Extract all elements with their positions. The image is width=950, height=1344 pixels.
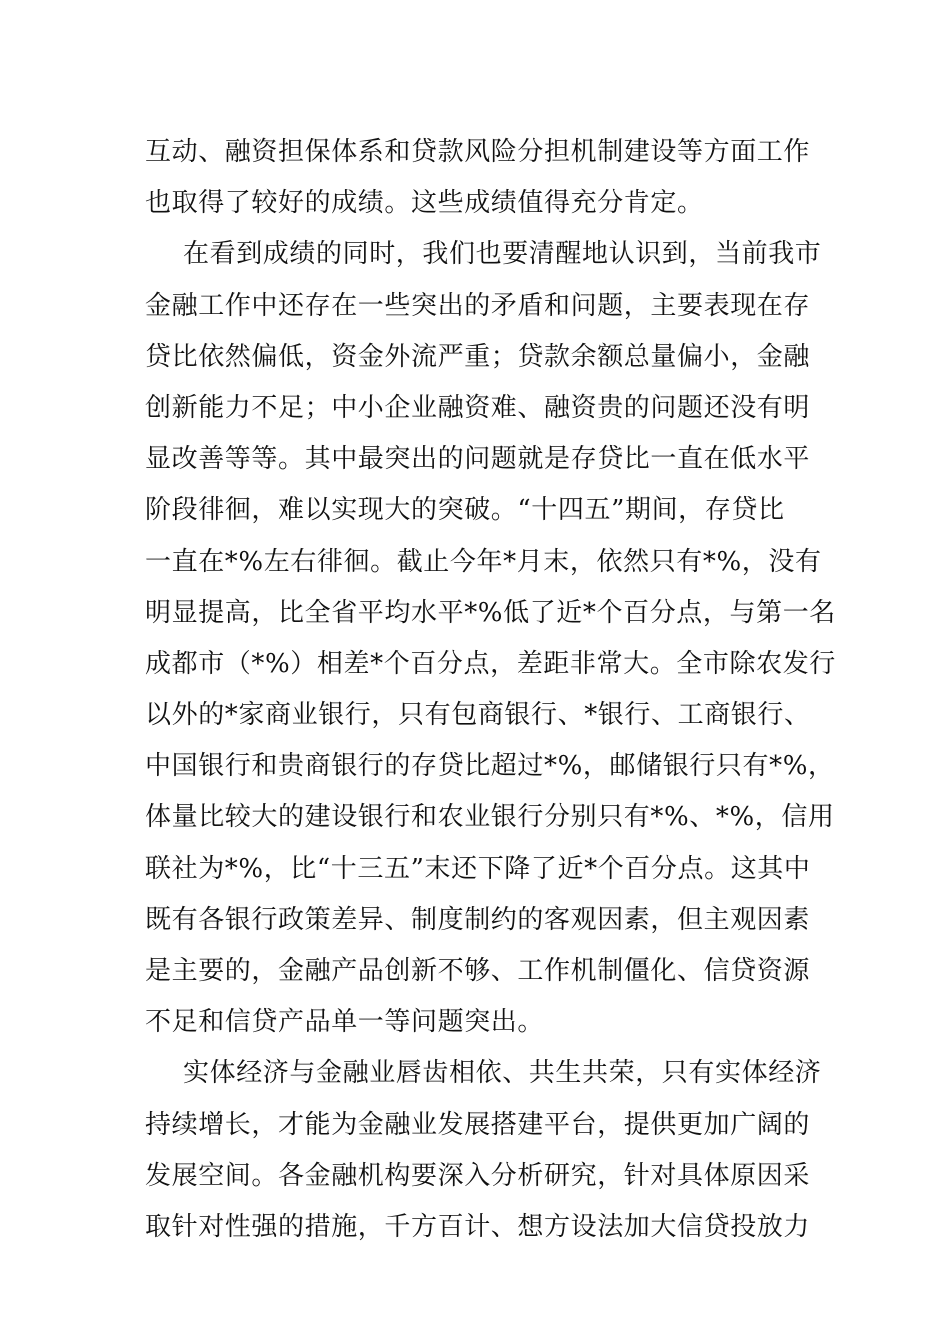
text-line: 以外的*家商业银行，只有包商银行、*银行、工商银行、 [145, 700, 811, 731]
text-line: 不足和信贷产品单一等问题突出。 [145, 1007, 545, 1038]
text-line: 联社为*%，比“十三五”末还下降了近*个百分点。这其中 [145, 853, 811, 884]
text-line: 创新能力不足；中小企业融资难、融资贵的问题还没有明 [145, 392, 811, 423]
text-line: 金融工作中还存在一些突出的矛盾和问题，主要表现在存 [145, 290, 811, 321]
text-line: 显改善等等。其中最突出的问题就是存贷比一直在低水平 [145, 444, 811, 475]
text-line: 阶段徘徊，难以实现大的突破。“十四五”期间，存贷比 [145, 495, 785, 526]
paragraph-start-line: 实体经济与金融业唇齿相依、共生共荣，只有实体经济 [183, 1058, 822, 1089]
text-line: 也取得了较好的成绩。这些成绩值得充分肯定。 [145, 188, 704, 219]
text-line: 既有各银行政策差异、制度制约的客观因素，但主观因素 [145, 904, 811, 935]
text-line: 体量比较大的建设银行和农业银行分别只有*%、*%，信用 [145, 802, 835, 833]
text-line: 持续增长，才能为金融业发展搭建平台，提供更加广阔的 [145, 1109, 811, 1140]
text-line: 发展空间。各金融机构要深入分析研究，针对具体原因采 [145, 1160, 811, 1191]
text-line: 是主要的，金融产品创新不够、工作机制僵化、信贷资源 [145, 956, 811, 986]
text-line: 明显提高，比全省平均水平*%低了近*个百分点，与第一名 [145, 597, 836, 628]
text-line: 贷比依然偏低，资金外流严重；贷款余额总量偏小，金融 [145, 341, 811, 372]
paragraph-start-line: 在看到成绩的同时，我们也要清醒地认识到，当前我市 [183, 239, 822, 270]
body-text [145, 127, 836, 1253]
text-line: 中国银行和贵商银行的存贷比超过*%，邮储银行只有*%， [145, 751, 835, 782]
text-line: 取针对性强的措施，千方百计、想方设法加大信贷投放力 [145, 1211, 811, 1242]
text-line: 一直在*%左右徘徊。截止今年*月末，依然只有*%，没有 [145, 546, 822, 577]
text-line: 成都市（*%）相差*个百分点，差距非常大。全市除农发行 [145, 648, 836, 679]
text-line: 互动、融资担保体系和贷款风险分担机制建设等方面工作 [145, 137, 811, 167]
